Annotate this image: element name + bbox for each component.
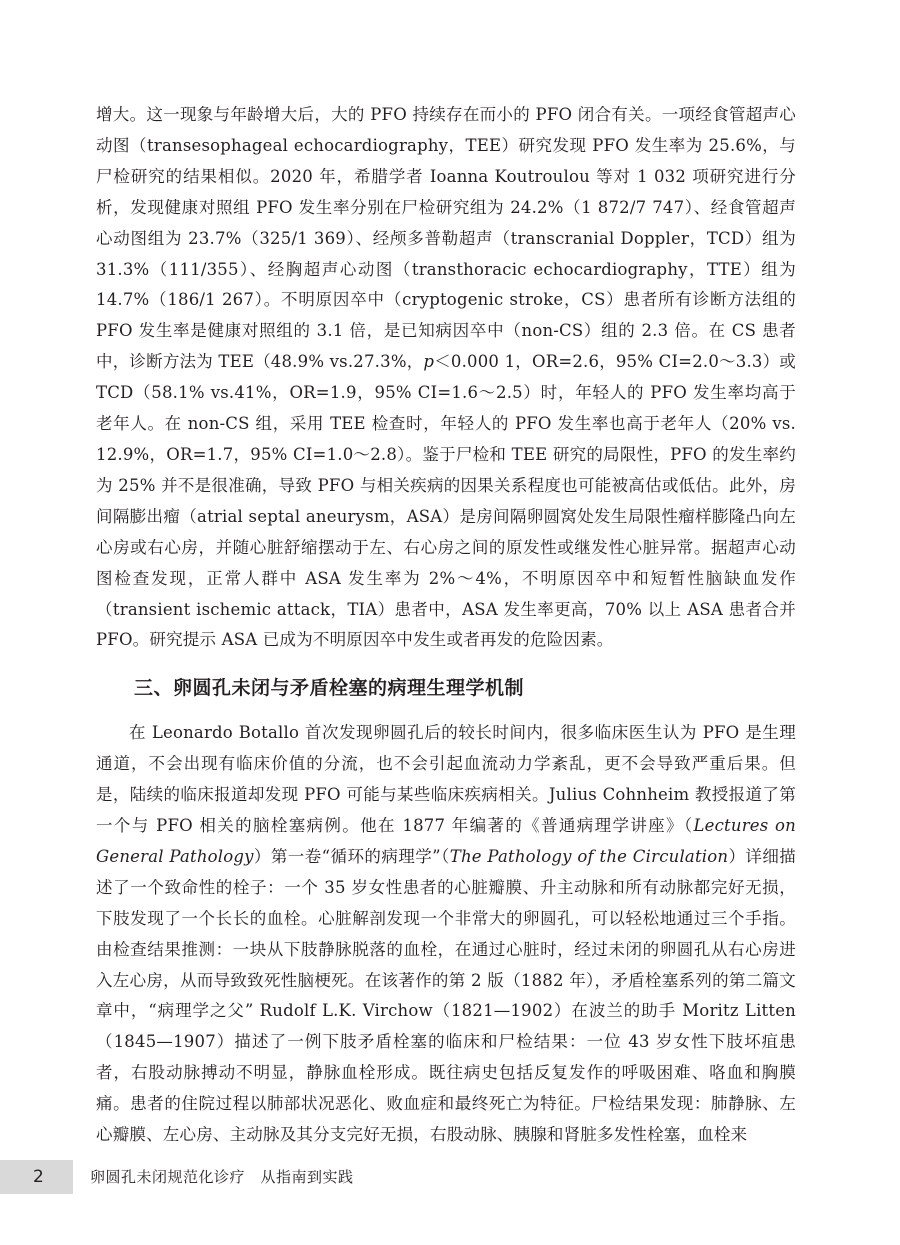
- section-heading: 三、卵圆孔未闭与矛盾栓塞的病理生理学机制: [134, 677, 525, 700]
- body-paragraph-1: [96, 100, 796, 656]
- page-number: 2: [0, 1160, 73, 1194]
- paragraph-2-text-b: ）第一卷“循环的病理学”（: [253, 846, 450, 866]
- page-content: [96, 100, 796, 1151]
- paragraph-2-text-c: ）详细描述了一个致命性的栓子：一个 35 岁女性患者的心脏瓣膜、升主动脉和所有动脉都完好无损，下肢发现了一个长长的血栓。心脏解剖发现一个非常大的卵圆孔，可以轻松地通过三个手指。由检查结果推测：一块从下肢静脉脱落的血栓，在通过心脏时，经过未闭的卵圆孔从右心房进入左心房，从而导致致死性脑梗死。在该著作的第 2 版（1882 年），矛盾栓塞系列的第二篇文章中，“病理学之父” Rudolf L.K. Virchow（1821—1902）在波兰的助手 Moritz Litten（1845—1907）描述了一例下肢矛盾栓塞的临床和尸检结果：一位 43 岁女性下肢坏疽患者，右股动脉搏动不明显，静脉血栓形成。既往病史包括反复发作的呼吸困难、咯血和胸膜痛。患者的住院过程以肺部状况恶化、败血症和最终死亡为特征。尸检结果发现：肺静脉、左心瓣膜、左心房、主动脉及其分支完好无损，右股动脉、胰腺和肾脏多发性栓塞，血栓来: [96, 846, 796, 1145]
- page-footer: [0, 1160, 900, 1194]
- paragraph-1-text: 增大。这一现象与年龄增大后，大的 PFO 持续存在而小的 PFO 闭合有关。一项经食管超声心动图（transesophageal echocardiography，TEE）研究发现 PFO 发生率为 25.6%，与尸检研究的结果相似。2020 年，希腊学者 Ioanna Koutroulou 等对 1 032 项研究进行分析，发现健康对照组 PFO 发生率分别在尸检研究组为 24.2%（1 872/7 747）、经食管超声心动图组为 23.7%（325/1 369）、经颅多普勒超声（transcranial Doppler，TCD）组为 31.3%（111/355）、经胸超声心动图（transthoracic echocardiography，TTE）组为 14.7%（186/1 267）。不明原因卒中（cryptogenic stroke，CS）患者所有诊断方法组的 PFO 发生率是健康对照组的 3.1 倍，是已知病因卒中（non-CS）组的 2.3 倍。在 CS 患者中，诊断方法为 TEE（48.9% vs.27.3%，: [96, 105, 796, 372]
- paragraph-2-text-a: 在 Leonardo Botallo 首次发现卵圆孔后的较长时间内，很多临床医生认为 PFO 是生理通道，不会出现有临床价值的分流，也不会引起血流动力学紊乱，更不会导致严重后果。但是，陆续的临床报道却发现 PFO 可能与某些临床疾病相关。Julius Cohnheim 教授报道了第一个与 PFO 相关的脑栓塞病例。他在 1877 年编著的《普通病理学讲座》（: [96, 723, 796, 836]
- paragraph-1-text-continued: ＜0.000 1，OR=2.6，95% CI=2.0～3.3）或 TCD（58.1% vs.41%，OR=1.9，95% CI=1.6～2.5）时，年轻人的 PFO 发生率均高于老年人。在 non-CS 组，采用 TEE 检查时，年轻人的 PFO 发生率也高于老年人（20% vs. 12.9%，OR=1.7，95% CI=1.0～2.8）。鉴于尸检和 TEE 研究的局限性，PFO 的发生率约为 25% 并不是很准确，导致 PFO 与相关疾病的因果关系程度也可能被高估或低估。此外，房间隔膨出瘤（atrial septal aneurysm，ASA）是房间隔卵圆窝处发生局限性瘤样膨隆凸向左心房或右心房，并随心脏舒缩摆动于左、右心房之间的原发性或继发性心脏异常。据超声心动图检查发现，正常人群中 ASA 发生率为 2%～4%，不明原因卒中和短暂性脑缺血发作（transient ischemic attack，TIA）患者中，ASA 发生率更高，70% 以上 ASA 患者合并 PFO。研究提示 ASA 已成为不明原因卒中发生或者再发的危险因素。: [96, 352, 796, 650]
- running-book-title: 卵圆孔未闭规范化诊疗 从指南到实践: [90, 1168, 354, 1186]
- p-value-symbol: p: [423, 352, 435, 372]
- book-title-english: Lectures on General Pathology: [96, 816, 796, 866]
- body-paragraph-2: [96, 718, 796, 1151]
- chapter-title-english: The Pathology of the Circulation: [449, 846, 729, 866]
